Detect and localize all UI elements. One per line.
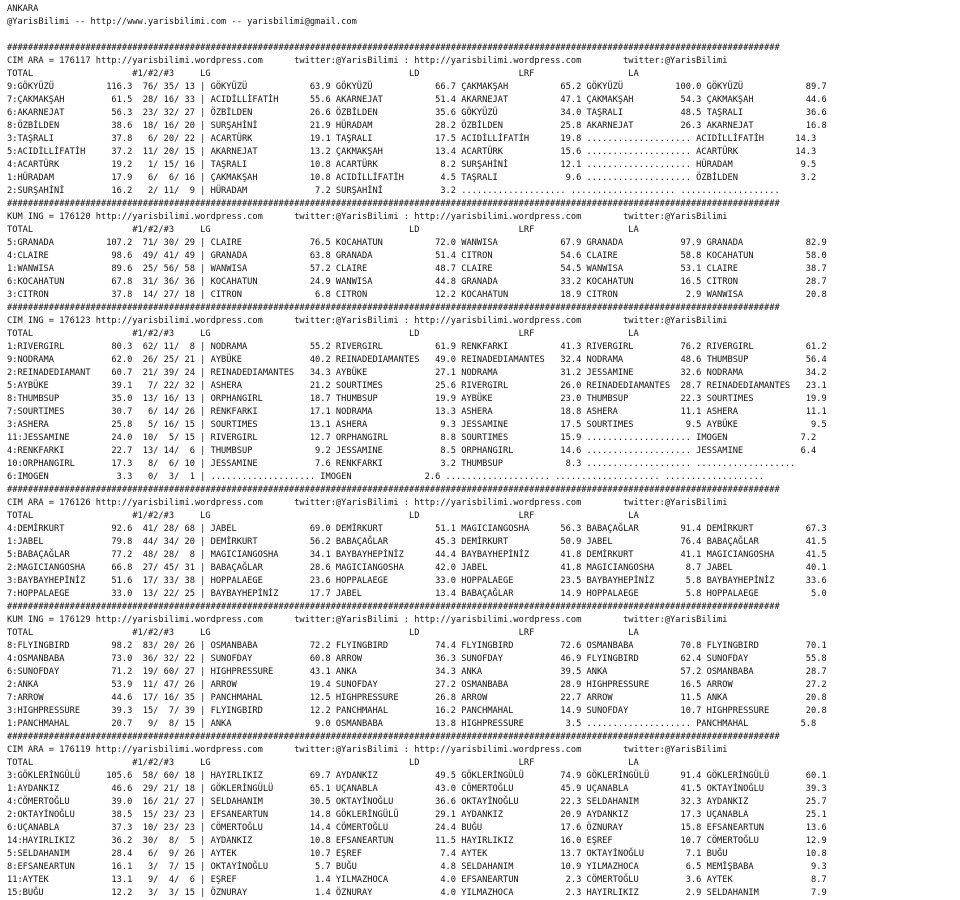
report-line: 7:ARROW 44.6 17/ 16/ 35 | PANCHMAHAL 12.5 HIGHPRESSURE 26.8 ARROW 22.7 ARROW 11.5 ANKA 20.8 — [7, 693, 827, 703]
report-line: CIM ARA = 176117 http://yarisbilimi.wordpress.com twitter:@YarisBilimi : http://yarisbilimi.wordpress.com twitter:@YarisBilimi — [7, 56, 728, 66]
report-line: 3:GÖKLERİNGÜLÜ 105.6 58/ 60/ 18 | HAYIRLIKIZ 69.7 AYDANKIZ 49.5 GÖKLERİNGÜLÜ 74.9 GÖKLERİNGÜLÜ 91.4 GÖKLERİNGÜLÜ 60.1 — [7, 771, 827, 781]
report-line: #################################################################################################################################################### — [7, 485, 780, 495]
report-line: TOTAL #1/#2/#3 LG LD LRF LA — [7, 511, 639, 521]
report-line: 6:KOCAHATUN 67.8 31/ 36/ 36 | KOCAHATUN 24.9 WANWISA 44.8 GRANADA 33.2 KOCAHATUN 16.5 CITRON 28.7 — [7, 277, 827, 287]
report-line: 3:ASHERA 25.8 5/ 16/ 15 | SOURTIMES 13.1 ASHERA 9.3 JESSAMINE 17.5 SOURTIMES 9.5 AYBÜKE 9.5 — [7, 420, 827, 430]
report-line: 15:BUĞU 12.2 3/ 3/ 15 | ÖZNURAY 1.4 ÖZNURAY 4.0 YILMAZHOCA 2.3 HAYIRLIKIZ 2.9 SELDAHANIM 7.9 — [7, 888, 827, 898]
report-line: CIM ARA = 176126 http://yarisbilimi.wordpress.com twitter:@YarisBilimi : http://yarisbilimi.wordpress.com twitter:@YarisBilimi — [7, 498, 728, 508]
report-line: CIM ING = 176123 http://yarisbilimi.wordpress.com twitter:@YarisBilimi : http://yarisbilimi.wordpress.com twitter:@YarisBilimi — [7, 316, 728, 326]
report-line: 5:BABAÇAĞLAR 77.2 48/ 28/ 8 | MAGICIANGOSHA 34.1 BAYBAYHEPİNİZ 44.4 BAYBAYHEPİNİZ 41.8 DEMİRKURT 41.1 MAGICIANGOSHA 41.5 — [7, 550, 827, 560]
report-line: 2:SURŞAHİNİ 16.2 2/ 11/ 9 | HÜRADAM 7.2 SURŞAHİNİ 3.2 .................... .................... ................... — [7, 186, 780, 196]
report-line: 7:HOPPALAEGE 33.0 13/ 22/ 25 | BAYBAYHEPİNİZ 17.7 JABEL 13.4 BABAÇAĞLAR 14.9 HOPPALAEGE 5.8 HOPPALAEGE 5.0 — [7, 589, 827, 599]
report-line: 4:CÖMERTOĞLU 39.0 16/ 21/ 27 | SELDAHANIM 30.5 OKTAYİNOĞLU 36.6 OKTAYİNOĞLU 22.3 SELDAHANIM 32.3 AYDANKIZ 25.7 — [7, 797, 827, 807]
report-line: 4:DEMİRKURT 92.6 41/ 28/ 68 | JABEL 69.0 DEMİRKURT 51.1 MAGICIANGOSHA 56.3 BABAÇAĞLAR 91.4 DEMİRKURT 67.3 — [7, 524, 827, 534]
report-line: 1:HÜRADAM 17.9 6/ 6/ 16 | ÇAKMAKŞAH 10.8 ACIDİLLİFATİH 4.5 TAŞRALI 9.6 .................... ÖZBİLDEN 3.2 — [7, 173, 817, 183]
report-line: ANKARA — [7, 4, 39, 14]
report-line: 4:OSMANBABA 73.0 36/ 32/ 22 | SUNOFDAY 60.8 ARROW 36.3 SUNOFDAY 46.9 FLYINGBIRD 62.4 SUNOFDAY 55.8 — [7, 654, 827, 664]
report-line: 8:FLYINGBIRD 98.2 83/ 20/ 26 | OSMANBABA 72.2 FLYINGBIRD 74.4 FLYINGBIRD 72.6 OSMANBABA 70.8 FLYINGBIRD 70.1 — [7, 641, 827, 651]
report-line: 8:THUMBSUP 35.0 13/ 16/ 13 | ORPHANGIRL 18.7 THUMBSUP 19.9 AYBÜKE 23.0 THUMBSUP 22.3 SOURTIMES 19.9 — [7, 394, 827, 404]
report-line: 2:ANKA 53.9 11/ 47/ 26 | ARROW 19.4 SUNOFDAY 27.2 OSMANBABA 28.9 HIGHPRESSURE 16.5 ARROW 27.2 — [7, 680, 827, 690]
report-line: 11:JESSAMINE 24.0 10/ 5/ 15 | RIVERGIRL 12.7 ORPHANGIRL 8.8 SOURTIMES 15.9 .................... IMOGEN 7.2 — [7, 433, 817, 443]
report-line: 5:AYBÜKE 39.1 7/ 22/ 32 | ASHERA 21.2 SOURTIMES 25.6 RIVERGIRL 26.0 REINADEDIAMANTES 28.7 REINADEDIAMANTES 23.1 — [7, 381, 827, 391]
report-line: 5:GRANADA 107.2 71/ 30/ 29 | CLAIRE 76.5 KOCAHATUN 72.0 WANWISA 67.9 GRANADA 97.9 GRANADA 82.9 — [7, 238, 827, 248]
report-line: KUM ING = 176129 http://yarisbilimi.wordpress.com twitter:@YarisBilimi : http://yarisbilimi.wordpress.com twitter:@YarisBilimi — [7, 615, 728, 625]
report-line: 14:HAYIRLIKIZ 36.2 30/ 8/ 5 | AYDANKIZ 10.8 EFSANEARTUN 11.5 HAYIRLIKIZ 16.0 EŞREF 10.7 CÖMERTOĞLU 12.9 — [7, 836, 827, 846]
report-line: 1:JABEL 79.8 44/ 34/ 20 | DEMİRKURT 56.2 BABAÇAĞLAR 45.3 DEMİRKURT 50.9 JABEL 76.4 BABAÇAĞLAR 41.5 — [7, 537, 827, 547]
report-line: 7:SOURTIMES 30.7 6/ 14/ 26 | RENKFARKI 17.1 NODRAMA 13.3 ASHERA 18.8 ASHERA 11.1 ASHERA 11.1 — [7, 407, 827, 417]
report-line: 2:OKTAYİNOĞLU 38.5 15/ 23/ 23 | EFSANEARTUN 14.8 GÖKLERİNGÜLÜ 29.1 AYDANKIZ 20.9 AYDANKIZ 17.3 UÇANABLA 25.1 — [7, 810, 827, 820]
report-line: 5:SELDAHANIM 28.4 6/ 9/ 26 | AYTEK 10.7 EŞREF 7.4 AYTEK 13.7 OKTAYİNOĞLU 7.1 BUĞU 10.8 — [7, 849, 827, 859]
report-line: 3:TAŞRALI 37.8 6/ 20/ 22 | ACARTÜRK 19.1 TAŞRALI 17.5 ACIDİLLİFATİH 19.8 .................... ACIDİLLİFATİH 14.3 — [7, 134, 817, 144]
report-line: 3:BAYBAYHEPİNİZ 51.6 17/ 33/ 38 | HOPPALAEGE 23.6 HOPPALAEGE 33.0 HOPPALAEGE 23.5 BAYBAYHEPİNİZ 5.8 BAYBAYHEPİNİZ 33.6 — [7, 576, 827, 586]
report-line: 5:ACIDİLLİFATİH 37.2 11/ 20/ 15 | AKARNEJAT 13.2 ÇAKMAKŞAH 13.4 ACARTÜRK 15.6 .................... ACARTÜRK 14.3 — [7, 147, 817, 157]
report-line: 1:RIVERGIRL 80.3 62/ 11/ 8 | NODRAMA 55.2 RIVERGIRL 61.9 RENKFARKI 41.3 RIVERGIRL 76.2 RIVERGIRL 61.2 — [7, 342, 827, 352]
report-line: #################################################################################################################################################### — [7, 199, 780, 209]
report-line: 6:SUNOFDAY 71.2 19/ 60/ 27 | HIGHPRESSURE 43.1 ANKA 34.3 ANKA 39.5 ANKA 57.2 OSMANBABA 28.7 — [7, 667, 827, 677]
report-line: 9:NODRAMA 62.0 26/ 25/ 21 | AYBÜKE 40.2 REINADEDIAMANTES 49.0 REINADEDIAMANTES 32.4 NODRAMA 48.6 THUMBSUP 56.4 — [7, 355, 827, 365]
report-line: 7:ÇAKMAKŞAH 61.5 28/ 16/ 33 | ACIDİLLİFATİH 55.6 AKARNEJAT 51.4 AKARNEJAT 47.1 ÇAKMAKŞAH 54.3 ÇAKMAKŞAH 44.6 — [7, 95, 827, 105]
report-line: 6:IMOGEN 3.3 0/ 3/ 1 | .................... IMOGEN 2.6 .................... .................... ................... — [7, 472, 765, 482]
report-line: 8:ÖZBİLDEN 38.6 18/ 16/ 20 | SURŞAHİNİ 21.9 HÜRADAM 28.2 ÖZBİLDEN 25.8 AKARNEJAT 26.3 AKARNEJAT 16.8 — [7, 121, 827, 131]
report-line: TOTAL #1/#2/#3 LG LD LRF LA — [7, 69, 639, 79]
report-line: TOTAL #1/#2/#3 LG LD LRF LA — [7, 628, 639, 638]
report-text — [7, 3, 827, 900]
report-line: KUM ING = 176120 http://yarisbilimi.wordpress.com twitter:@YarisBilimi : http://yarisbilimi.wordpress.com twitter:@YarisBilimi — [7, 212, 728, 222]
report-line: #################################################################################################################################################### — [7, 303, 780, 313]
report-line: 4:ACARTÜRK 19.2 1/ 15/ 16 | TAŞRALI 10.8 ACARTÜRK 8.2 SURŞAHİNİ 12.1 .................... HÜRADAM 9.5 — [7, 160, 817, 170]
report-line: 4:RENKFARKI 22.7 13/ 14/ 6 | THUMBSUP 9.2 JESSAMINE 8.5 ORPHANGIRL 14.6 .................... JESSAMINE 6.4 — [7, 446, 817, 456]
report-line: TOTAL #1/#2/#3 LG LD LRF LA — [7, 329, 639, 339]
report-line: TOTAL #1/#2/#3 LG LD LRF LA — [7, 225, 639, 235]
report-line: 6:UÇANABLA 37.3 10/ 23/ 23 | CÖMERTOĞLU 14.4 CÖMERTOĞLU 24.4 BUĞU 17.6 ÖZNURAY 15.8 EFSANEARTUN 13.6 — [7, 823, 827, 833]
report-line: @YarisBilimi -- http://www.yarisbilimi.com -- yarisbilimi@gmail.com — [7, 17, 357, 27]
report-line: 1:WANWISA 89.6 25/ 56/ 58 | WANWISA 57.2 CLAIRE 48.7 CLAIRE 54.5 WANWISA 53.1 CLAIRE 38.7 — [7, 264, 827, 274]
report-line: TOTAL #1/#2/#3 LG LD LRF LA — [7, 758, 639, 768]
report-line: 1:PANCHMAHAL 20.7 9/ 8/ 15 | ANKA 9.0 OSMANBABA 13.8 HIGHPRESSURE 3.5 .................... PANCHMAHAL 5.8 — [7, 719, 817, 729]
report-line: 3:CITRON 37.8 14/ 27/ 18 | CITRON 6.8 CITRON 12.2 KOCAHATUN 18.9 CITRON 2.9 WANWISA 20.8 — [7, 290, 827, 300]
report-line: 10:ORPHANGIRL 17.3 8/ 6/ 10 | JESSAMINE 7.6 RENKFARKI 3.2 THUMBSUP 8.3 .................... ................... — [7, 459, 796, 469]
report-line: #################################################################################################################################################### — [7, 602, 780, 612]
report-line: 9:GÖKYÜZÜ 116.3 76/ 35/ 13 | GÖKYÜZÜ 63.9 GÖKYÜZÜ 66.7 ÇAKMAKŞAH 65.2 GÖKYÜZÜ 100.0 GÖKYÜZÜ 89.7 — [7, 82, 827, 92]
report-line: #################################################################################################################################################### — [7, 43, 780, 53]
report-line: #################################################################################################################################################### — [7, 732, 780, 742]
report-line: 4:CLAIRE 98.6 49/ 41/ 49 | GRANADA 63.8 GRANADA 51.4 CITRON 54.6 CLAIRE 58.8 KOCAHATUN 58.0 — [7, 251, 827, 261]
report-line: 6:AKARNEJAT 56.3 23/ 32/ 27 | ÖZBİLDEN 26.6 ÖZBİLDEN 35.6 GÖKYÜZÜ 34.0 TAŞRALI 48.5 TAŞRALI 36.6 — [7, 108, 827, 118]
report-line: 2:MAGICIANGOSHA 66.8 27/ 45/ 31 | BABAÇAĞLAR 28.6 MAGICIANGOSHA 42.0 JABEL 41.8 MAGICIANGOSHA 8.7 JABEL 40.1 — [7, 563, 827, 573]
report-line: 3:HIGHPRESSURE 39.3 15/ 7/ 39 | FLYINGBIRD 12.2 PANCHMAHAL 16.2 PANCHMAHAL 14.9 SUNOFDAY 10.7 HIGHPRESSURE 20.8 — [7, 706, 827, 716]
report-line — [7, 29, 827, 42]
report-line: 2:REINADEDIAMANT 60.7 21/ 39/ 24 | REINADEDIAMANTES 34.3 AYBÜKE 27.1 NODRAMA 31.2 JESSAMINE 32.6 NODRAMA 34.2 — [7, 368, 827, 378]
report-line: CIM ARA = 176119 http://yarisbilimi.wordpress.com twitter:@YarisBilimi : http://yarisbilimi.wordpress.com twitter:@YarisBilimi — [7, 745, 728, 755]
report-line: 11:AYTEK 13.1 9/ 4/ 6 | EŞREF 1.4 YILMAZHOCA 4.0 EFSANEARTUN 2.3 CÖMERTOĞLU 3.6 AYTEK 8.7 — [7, 875, 827, 885]
report-line: 8:EFSANEARTUN 16.1 3/ 7/ 15 | OKTAYİNOĞLU 5.7 BUĞU 4.8 SELDAHANIM 10.9 YILMAZHOCA 6.5 MEMİŞBABA 9.3 — [7, 862, 827, 872]
report-line: 1:AYDANKIZ 46.6 29/ 21/ 18 | GÖKLERİNGÜLÜ 65.1 UÇANABLA 43.0 CÖMERTOĞLU 45.9 UÇANABLA 41.5 OKTAYİNOĞLU 39.3 — [7, 784, 827, 794]
